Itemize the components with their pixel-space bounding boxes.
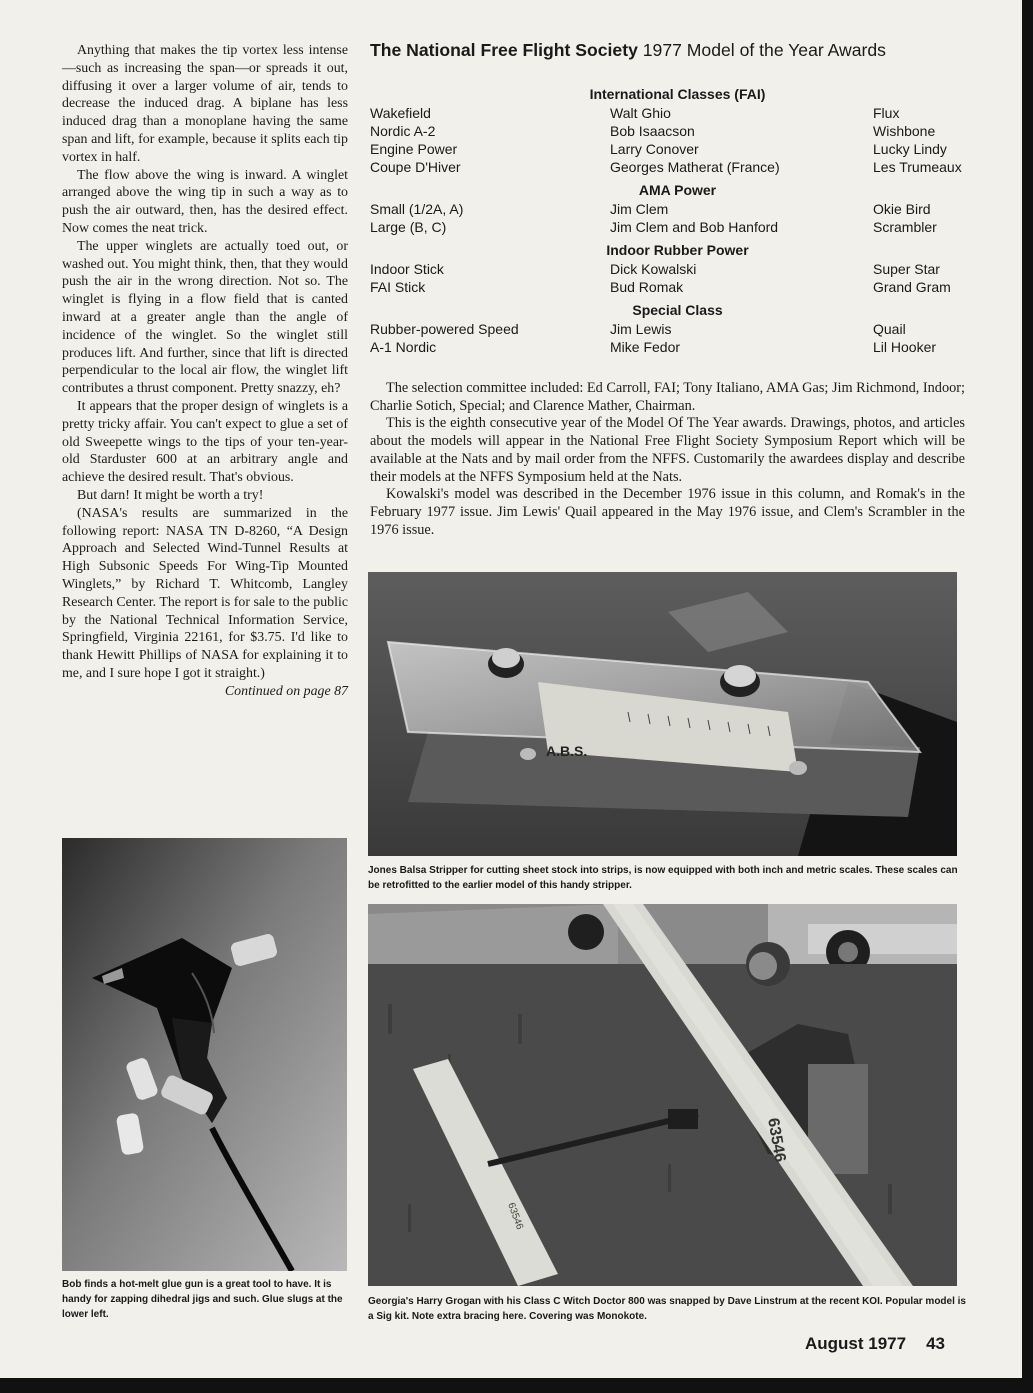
awards-body-text xyxy=(370,380,965,539)
award-class: Large (B, C) xyxy=(370,219,447,235)
awards-title-rest: 1977 Model of the Year Awards xyxy=(637,40,886,60)
award-class: Engine Power xyxy=(370,141,458,157)
balsa-stripper-caption: Jones Balsa Stripper for cutting sheet stock into strips, is now equipped with both inch and metric scales. These scales can be retrofitted to the earlier model of this handy stripper. xyxy=(368,865,958,891)
award-row xyxy=(370,200,975,218)
award-row xyxy=(370,140,975,158)
award-model: Quail xyxy=(873,321,906,337)
award-class: Coupe D'Hiver xyxy=(370,159,461,175)
award-class: Wakefield xyxy=(370,105,431,121)
glue-gun-caption: Bob finds a hot-melt glue gun is a great tool to have. It is handy for zapping dihedral jigs and such. Glue slugs at the lower left. xyxy=(62,1279,343,1320)
paragraph: (NASA's results are summarized in the following report: NASA TN D-8260, “A Design Approach and Selected Wind-Tunnel Results at High Subsonic Speeds For Wing-Tip Mounted Winglets,” by Richard T. Whitcomb, Langley Research Center. The report is for sale to the public by the National Technical Information Service, Springfield, Virginia 22161, for $3.75. I'd like to thank Hewitt Phillips of NASA for explaining it to me, and I sure hope I got it straight.) xyxy=(62,505,348,681)
award-model: Grand Gram xyxy=(873,279,951,295)
paragraph: Anything that makes the tip vortex less intense—such as increasing the span—or spreads it out, diffusing it over a larger volume of air, tends to decrease the induced drag. A biplane has less induced drag than a monoplane having the same span and lift, for example, because it splits each tip vortex in half. xyxy=(62,43,348,165)
award-winner: Jim Lewis xyxy=(610,321,672,337)
grogan-image xyxy=(368,904,957,1286)
award-winner: Bob Isaacson xyxy=(610,123,695,139)
award-winner: Georges Matherat (France) xyxy=(610,159,780,175)
award-row xyxy=(370,278,975,296)
paragraph: The flow above the wing is inward. A winglet arranged above the wing tip in such a way as to push the air outward, then, has the desired effect. Now comes the neat trick. xyxy=(62,167,348,236)
wing-registration: 63546 xyxy=(764,1116,789,1164)
grogan-caption: Georgia's Harry Grogan with his Class C Witch Doctor 800 was snapped by Dave Linstrum at the recent KOI. Popular model is a Sig kit. Note extra bracing here. Covering was Monokote. xyxy=(368,1296,966,1322)
award-class: Rubber-powered Speed xyxy=(370,321,519,337)
paragraph: This is the eighth consecutive year of the Model Of The Year awards. Drawings, photos, and articles about the models will appear in the National Free Flight Society Symposium Report which will be available at the Nats and by mail order from the NFFS. Customarily the awardees display and describe their models at the NFFS Symposium held at the Nats. xyxy=(370,415,965,485)
award-model: Scrambler xyxy=(873,219,937,235)
award-model: Wishbone xyxy=(873,123,936,139)
award-model: Flux xyxy=(873,105,900,121)
paragraph: The selection committee included: Ed Carroll, FAI; Tony Italiano, AMA Gas; Jim Richmond, Indoor; Charlie Sotich, Special; and Clarence Mather, Chairman. xyxy=(370,380,965,414)
glue-gun-image xyxy=(62,838,347,1271)
grogan-photo xyxy=(368,904,957,1286)
award-class: Indoor Stick xyxy=(370,261,444,277)
award-winner: Bud Romak xyxy=(610,279,684,295)
paragraph: But darn! It might be worth a try! xyxy=(77,487,264,503)
awards-title-bold: The National Free Flight Society xyxy=(370,40,638,60)
award-model: Lil Hooker xyxy=(873,339,937,355)
award-row xyxy=(370,320,975,338)
award-winner: Mike Fedor xyxy=(610,339,681,355)
award-row xyxy=(370,218,975,236)
award-winner: Jim Clem xyxy=(610,201,669,217)
paragraph: It appears that the proper design of winglets is a pretty tricky affair. You can't expect to glue a set of old Sweepette wings to the tips of your ten-year-old Starduster 600 at an arbitrary angle and achieve the desired result. That's obvious. xyxy=(62,398,348,486)
paragraph: Kowalski's model was described in the December 1976 issue in this column, and Romak's in the February 1977 issue. Jim Lewis' Quail appeared in the May 1976 issue, and Clem's Scrambler in the 1976 issue. xyxy=(370,486,965,538)
awards-title xyxy=(370,40,970,61)
award-row xyxy=(370,338,975,356)
awards-table xyxy=(370,80,975,356)
award-model: Lucky Lindy xyxy=(873,141,947,157)
glue-gun-photo xyxy=(62,838,347,1271)
award-class: A-1 Nordic xyxy=(370,339,437,355)
award-class: Nordic A-2 xyxy=(370,123,436,139)
award-row xyxy=(370,104,975,122)
class-heading: International Classes (FAI) xyxy=(589,86,766,102)
award-winner: Larry Conover xyxy=(610,141,699,157)
award-class: Small (1/2A, A) xyxy=(370,201,464,217)
class-heading: AMA Power xyxy=(638,182,717,198)
award-model: Okie Bird xyxy=(873,201,931,217)
award-row xyxy=(370,122,975,140)
stab-registration: 63546 xyxy=(505,1201,526,1232)
award-model: Les Trumeaux xyxy=(873,159,962,175)
page-number: 43 xyxy=(926,1334,946,1353)
award-winner: Jim Clem and Bob Hanford xyxy=(610,219,779,235)
balsa-stripper-image xyxy=(368,572,957,856)
award-winner: Walt Ghio xyxy=(610,105,671,121)
class-heading: Indoor Rubber Power xyxy=(606,242,749,258)
left-column-article xyxy=(62,42,348,700)
award-model: Super Star xyxy=(873,261,940,277)
award-class: FAI Stick xyxy=(370,279,426,295)
class-heading: Special Class xyxy=(632,302,723,318)
award-row xyxy=(370,158,975,176)
balsa-stripper-photo xyxy=(368,572,957,856)
continued-note: Continued on page 87 xyxy=(224,683,348,699)
award-row xyxy=(370,260,975,278)
ruler-label: A.B.S. xyxy=(546,743,588,759)
page-footer xyxy=(805,1334,945,1354)
award-winner: Dick Kowalski xyxy=(610,261,697,277)
paragraph: The upper winglets are actually toed out, or washed out. You might think, then, that they would push the air in the wrong direction. Not so. The winglet is flying in a flow field that is canted inward at a greater angle than the angle of incidence of the winglet. So the winglet still produces lift. And further, since that lift is directed perpendicular to the local air flow, the winglet lift contributes a thrust component. Pretty snazzy, eh? xyxy=(62,238,348,397)
issue-date: August 1977 xyxy=(805,1334,907,1353)
